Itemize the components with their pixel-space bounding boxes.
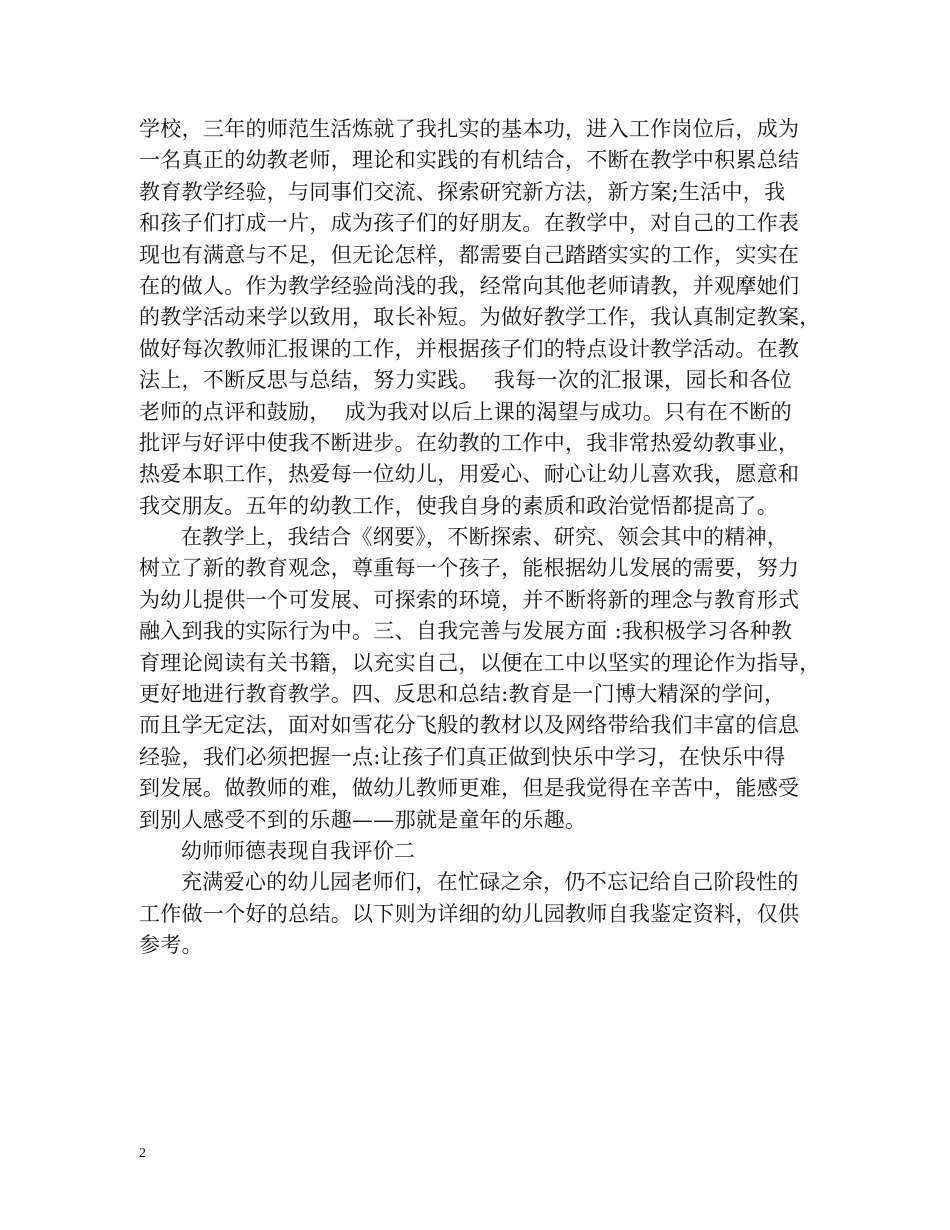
text-line: 更好地进行教育教学。四、反思和总结:教育是一门博大精深的学问， (139, 682, 786, 707)
text-line: 老师的点评和鼓励， 成为我对以后上课的渴望与成功。只有在不断的 (139, 399, 792, 424)
text-line: 我交朋友。五年的幼教工作，使我自身的素质和政治觉悟都提高了。 (139, 493, 778, 518)
body-text (139, 114, 819, 962)
text-line: 为幼儿提供一个可发展、可探索的环境，并不断将新的理念与教育形式 (139, 587, 800, 612)
text-line: 而且学无定法，面对如雪花分飞般的教材以及网络带给我们丰富的信息 (139, 713, 800, 738)
text-line: 融入到我的实际行为中。三、自我完善与发展方面 :我积极学习各种教 (139, 619, 793, 644)
text-line: 工作做一个好的总结。以下则为详细的幼儿园教师自我鉴定资料，仅供 (139, 901, 800, 926)
text-line: 做好每次教师汇报课的工作，并根据孩子们的特点设计教学活动。在教 (139, 336, 800, 361)
text-line: 和孩子们打成一片，成为孩子们的好朋友。在教学中，对自己的工作表 (139, 211, 800, 236)
text-line: 一名真正的幼教老师，理论和实践的有机结合，不断在教学中积累总结 (139, 148, 800, 173)
text-line: 充满爱心的幼儿园老师们，在忙碌之余，仍不忘记给自己阶段性的 (181, 870, 799, 895)
text-line: 学校，三年的师范生活炼就了我扎实的基本功，进入工作岗位后，成为 (139, 117, 800, 141)
text-line: 热爱本职工作，热爱每一位幼儿，用爱心、耐心让幼儿喜欢我，愿意和 (139, 462, 800, 487)
text-line: 法上，不断反思与总结，努力实践。 我每一次的汇报课，园长和各位 (139, 368, 792, 393)
page-number: 2 (139, 1146, 146, 1161)
text-line: 在教学上，我结合《纲要》，不断探索、研究、领会其中的精神， (181, 525, 789, 550)
text-line: 教育教学经验，与同事们交流、探索研究新方法，新方案;生活中，我 (139, 179, 786, 204)
text-line: 到发展。做教师的难，做幼儿教师更难，但是我觉得在辛苦中，能感受 (139, 776, 800, 801)
text-line: 育理论阅读有关书籍，以充实自己，以便在工中以坚实的理论作为指导， (139, 650, 821, 675)
text-line: 在的做人。作为教学经验尚浅的我，经常向其他老师请教，并观摩她们 (139, 273, 800, 298)
text-line: 参考。 (139, 933, 203, 958)
text-line: 幼师师德表现自我评价二 (181, 838, 416, 863)
text-line: 树立了新的教育观念，尊重每一个孩子，能根据幼儿发展的需要，努力 (139, 556, 800, 581)
text-line: 经验，我们必须把握一点:让孩子们真正做到快乐中学习，在快乐中得 (139, 744, 786, 769)
text-line: 的教学活动来学以致用，取长补短。为做好教学工作，我认真制定教案， (139, 305, 821, 330)
text-line: 批评与好评中使我不断进步。在幼教的工作中，我非常热爱幼教事业， (139, 430, 800, 455)
text-line: 现也有满意与不足，但无论怎样，都需要自己踏踏实实的工作，实实在 (139, 242, 800, 267)
text-line: 到别人感受不到的乐趣——那就是童年的乐趣。 (139, 807, 587, 832)
